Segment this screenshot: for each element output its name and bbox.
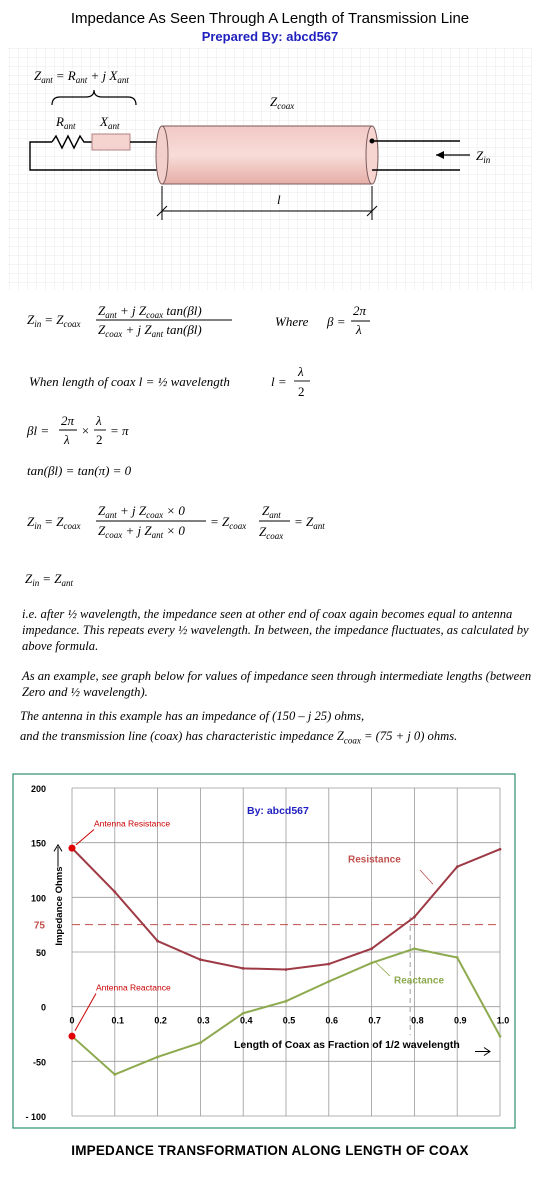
page-title: Impedance As Seen Through A Length of Transmission Line	[70, 10, 470, 27]
chart-caption: IMPEDANCE TRANSFORMATION ALONG LENGTH OF COAX	[71, 1143, 469, 1158]
half-wave-text: When length of coax l = ½ wavelength	[29, 374, 230, 389]
antenna-reactance-dot	[69, 1033, 76, 1040]
chart-by-label: By: abcd567	[247, 805, 309, 818]
sub-final: = $Z_{ant}$	[294, 514, 325, 531]
x-tick-label: 0.3	[197, 1015, 210, 1026]
beta-lhs: β =	[327, 314, 346, 329]
antenna-resistance-dot	[69, 845, 76, 852]
y-tick-label: 100	[30, 893, 46, 904]
sub-lhs: $Z_{in} = Z_{coax}$	[27, 514, 81, 531]
x-tick-label: 0	[69, 1015, 75, 1026]
point-reactance	[370, 962, 373, 965]
coax-cylinder	[156, 126, 378, 184]
rant-label: $R_{ant}$	[56, 114, 76, 131]
length-label: l	[277, 192, 281, 207]
sub-denominator: $Z_{coax} + j$ $Z_{ant} \times 0$	[98, 523, 185, 540]
antenna-resistance-annotation: Antenna Resistance	[94, 818, 171, 829]
coax-impedance-text: and the transmission line (coax) has characteristic impedance $Z_{coax} = (75 + j$ 0) ohms.	[20, 729, 458, 746]
tan-line: tan(βl) = tan(π) = 0	[27, 463, 132, 478]
reactance-block	[92, 134, 130, 150]
y-axis-label: Impedance Ohms	[54, 866, 65, 946]
point-resistance	[242, 967, 245, 970]
bl-num1: 2π	[61, 413, 75, 428]
sub-frac-num: $Z_{ant}$	[262, 503, 281, 520]
point-resistance	[156, 940, 159, 943]
zin-label: $Z_{in}$	[476, 148, 491, 165]
chart-frame	[13, 774, 515, 1128]
circuit-diagram	[0, 48, 540, 290]
bl-num2: λ	[96, 413, 102, 428]
y-tick-label: 200	[30, 784, 46, 794]
zin-formula-denominator: $Z_{coax} + j$ $Z_{ant}$ tan(βl)	[98, 322, 202, 339]
point-reactance	[242, 1012, 245, 1015]
y-tick-label: 0	[40, 1002, 46, 1013]
prepared-by: Prepared By: abcd567	[201, 29, 339, 44]
l-den: 2	[298, 384, 305, 399]
sub-frac-den: $Z_{coax}$	[259, 524, 284, 541]
point-reactance	[199, 1041, 202, 1044]
x-tick-label: 0.6	[325, 1015, 339, 1026]
point-reactance	[156, 1056, 159, 1059]
bl-den2: 2	[96, 432, 103, 447]
x-tick-label: 0.2	[154, 1015, 167, 1026]
x-tick-label: 0.9	[453, 1015, 467, 1026]
beta-den: λ	[356, 322, 362, 337]
beta-num: 2π	[353, 303, 367, 318]
y-tick-label: 50	[35, 948, 46, 958]
example-paragraph: As an example, see graph below for values of impedance seen through intermediate lengths (between Zero and ½ wavelength).	[22, 669, 532, 699]
point-resistance	[327, 963, 330, 966]
point-reactance	[327, 980, 330, 983]
x-tick-label: 0.7	[368, 1015, 381, 1026]
antenna-impedance-text: The antenna in this example has an impedance of (150 – j 25) ohms,	[20, 709, 365, 723]
sub-eq2: = $Z_{coax}$	[210, 514, 247, 531]
l-num: λ	[298, 364, 304, 379]
y-tick-label: - 100	[25, 1112, 46, 1122]
x-tick-label: 1.0	[496, 1015, 510, 1026]
zin-formula-lhs: $Z_{in} = Z_{coax}$	[27, 312, 81, 329]
point-resistance	[413, 916, 416, 919]
resistance-label: Resistance	[348, 854, 401, 866]
xant-label: $X_{ant}$	[100, 114, 120, 131]
point-resistance	[456, 865, 459, 868]
point-resistance	[499, 848, 502, 851]
final-equation: $Z_{in} = Z_{ant}$	[25, 571, 74, 588]
bl-lhs: βl =	[27, 423, 50, 438]
reference-label: 75	[33, 920, 45, 932]
x-tick-label: 0.5	[282, 1015, 296, 1026]
where-label: Where	[275, 314, 309, 329]
l-lhs: l =	[271, 374, 287, 389]
point-reactance	[456, 956, 459, 959]
point-reactance	[285, 1000, 288, 1003]
point-reactance	[113, 1073, 116, 1076]
svg-text:Zant= Rant + j Xant: $Z_{ant} = R_{ant} + j$ $X_{ant}$	[34, 68, 129, 85]
point-reactance	[413, 947, 416, 950]
x-tick-label: 0.4	[239, 1015, 253, 1026]
bl-result: = π	[110, 423, 129, 438]
antenna-reactance-annotation: Antenna Reactance	[96, 982, 171, 993]
point-resistance	[113, 890, 116, 893]
point-resistance	[199, 958, 202, 961]
explanation-paragraph: i.e. after ½ wavelength, the impedance seen at other end of coax again becomes equal to antenna impedance. This repeats every ½ wavelength. In between, the impedance fluctuates, as calculated by above formula.	[22, 607, 529, 653]
zin-formula-numerator: $Z_{ant} + j$ $Z_{coax}$ tan(βl)	[98, 303, 202, 320]
reactance-label: Reactance	[394, 975, 445, 987]
equations	[0, 296, 540, 606]
bl-den1: λ	[64, 432, 70, 447]
zcoax-label: $Z_{coax}$	[270, 94, 295, 111]
y-tick-label: -50	[32, 1057, 46, 1068]
x-axis-label: Length of Coax as Fraction of 1/2 wavelength	[234, 1039, 460, 1052]
x-tick-label: 0.1	[111, 1015, 125, 1026]
point-resistance	[370, 947, 373, 950]
sub-numerator: $Z_{ant} + j$ $Z_{coax} \times 0$	[98, 503, 185, 520]
point-resistance	[285, 968, 288, 971]
impedance-chart	[12, 773, 517, 1129]
y-tick-label: 150	[30, 838, 46, 849]
x-tick-label: 0.8	[411, 1015, 424, 1026]
point-reactance	[499, 1035, 502, 1038]
bl-times: ×	[81, 423, 90, 438]
